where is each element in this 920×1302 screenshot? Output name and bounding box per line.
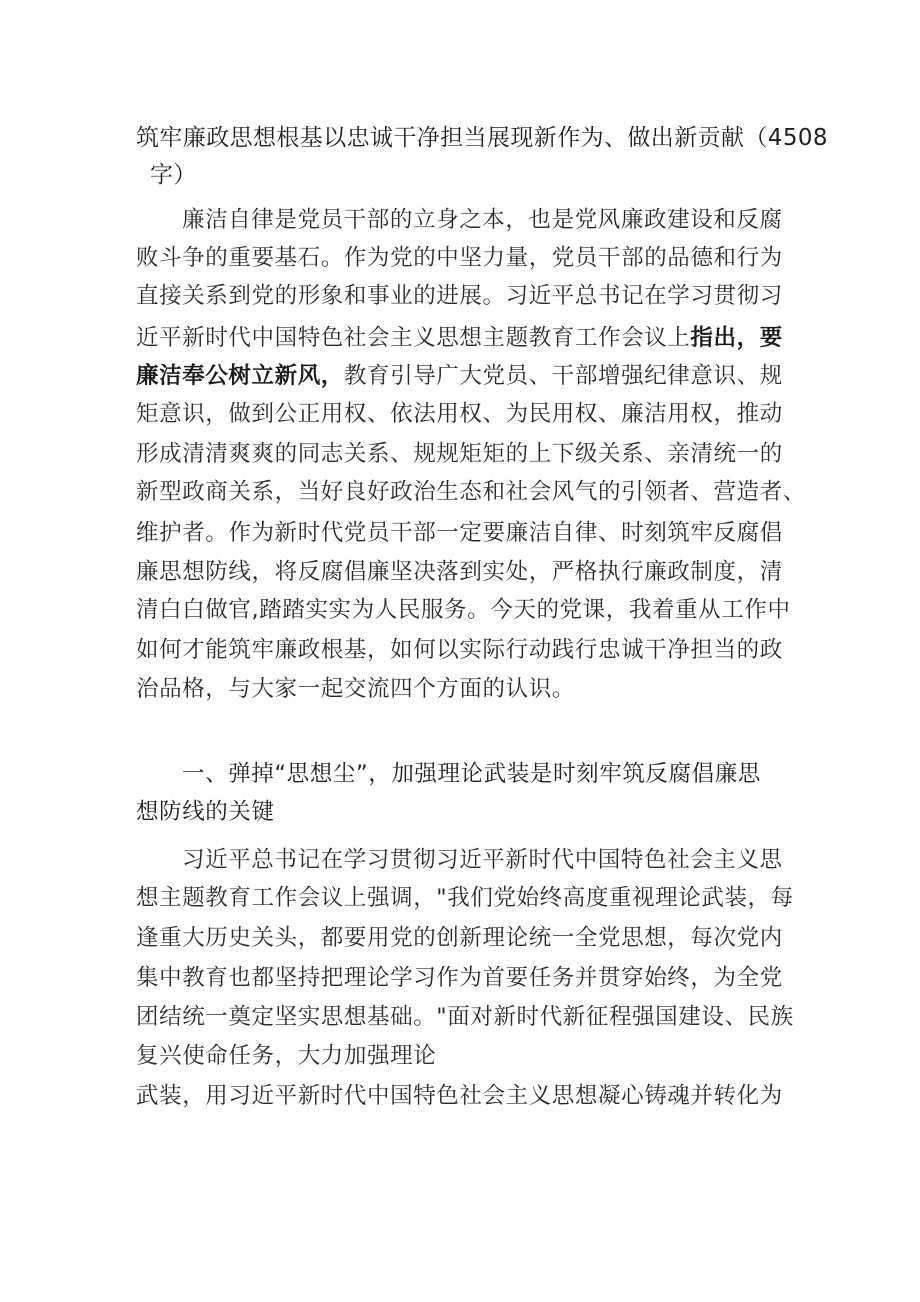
paragraph-1-line-10: 廉思想防线，将反腐倡廉坚决落到实处，严格执行廉政制度，清 bbox=[136, 559, 783, 585]
paragraph-2-line-1: 习近平总书记在学习贯彻习近平新时代中国特色社会主义思 bbox=[182, 847, 783, 873]
paragraph-1-line-5 bbox=[136, 360, 783, 392]
paragraph-1-line-9: 维护者。作为新时代党员干部一定要廉洁自律、时刻筑牢反腐倡 bbox=[136, 520, 783, 546]
paragraph-1-emphasis-a: 指出，要 bbox=[690, 325, 783, 351]
paragraph-2-line-7: 武装，用习近平新时代中国特色社会主义思想凝心铸魂并转化为 bbox=[136, 1083, 783, 1109]
paragraph-1-line-5-text: 教育引导广大党员、干部增强纪律意识、规 bbox=[343, 363, 783, 389]
paragraph-1-line-7: 形成清清爽爽的同志关系、规规矩矩的上下级关系、亲清统一的 bbox=[136, 441, 783, 467]
section-heading-1-line-1: 一、弹掉“思想尘”，加强理论武装是时刻牢筑反腐倡廉思 bbox=[182, 761, 761, 787]
paragraph-1-line-4 bbox=[136, 322, 783, 354]
paragraph-2-line-2: 想主题教育工作会议上强调，"我们党始终高度重视理论武装，每 bbox=[136, 885, 794, 911]
document-title-line-2: 字） bbox=[150, 162, 197, 188]
paragraph-1-line-13: 治品格，与大家一起交流四个方面的认识。 bbox=[136, 676, 575, 702]
paragraph-1-line-12: 如何才能筑牢廉政根基，如何以实际行动践行忠诚干净担当的政 bbox=[136, 637, 783, 663]
paragraph-1-line-3: 直接关系到党的形象和事业的进展。习近平总书记在学习贯彻习 bbox=[136, 283, 783, 309]
paragraph-1-line-6: 矩意识，做到公正用权、依法用权、为民用权、廉洁用权，推动 bbox=[136, 401, 783, 427]
section-heading-1-line-2: 想防线的关键 bbox=[136, 799, 275, 825]
paragraph-1-line-4-text: 近平新时代中国特色社会主义思想主题教育工作会议上 bbox=[136, 325, 691, 351]
paragraph-2-line-4: 集中教育也都坚持把理论学习作为首要任务并贯穿始终，为全党 bbox=[136, 965, 783, 991]
paragraph-2-line-3: 逢重大历史关头，都要用党的创新理论统一全党思想，每次党内 bbox=[136, 925, 783, 951]
paragraph-2-line-5: 团结统一奠定坚实思想基础。"面对新时代新征程强国建设、民族 bbox=[136, 1004, 794, 1030]
document-title-line-1: 筑牢廉政思想根基以忠诚干净担当展现新作为、做出新贡献（4508 bbox=[136, 125, 828, 151]
paragraph-2-line-6: 复兴使命任务，大力加强理论 bbox=[136, 1043, 437, 1069]
paragraph-1-line-2: 败斗争的重要基石。作为党的中坚力量，党员干部的品德和行为 bbox=[136, 245, 783, 271]
paragraph-1-line-11: 清白白做官,踏踏实实为人民服务。今天的党课，我着重从工作中 bbox=[136, 597, 791, 623]
paragraph-1-emphasis-b: 廉洁奉公树立新风， bbox=[136, 363, 344, 389]
paragraph-1-line-8: 新型政商关系，当好良好政治生态和社会风气的引领者、营造者、 bbox=[136, 479, 806, 505]
paragraph-1-line-1: 廉洁自律是党员干部的立身之本，也是党风廉政建设和反腐 bbox=[182, 207, 783, 233]
